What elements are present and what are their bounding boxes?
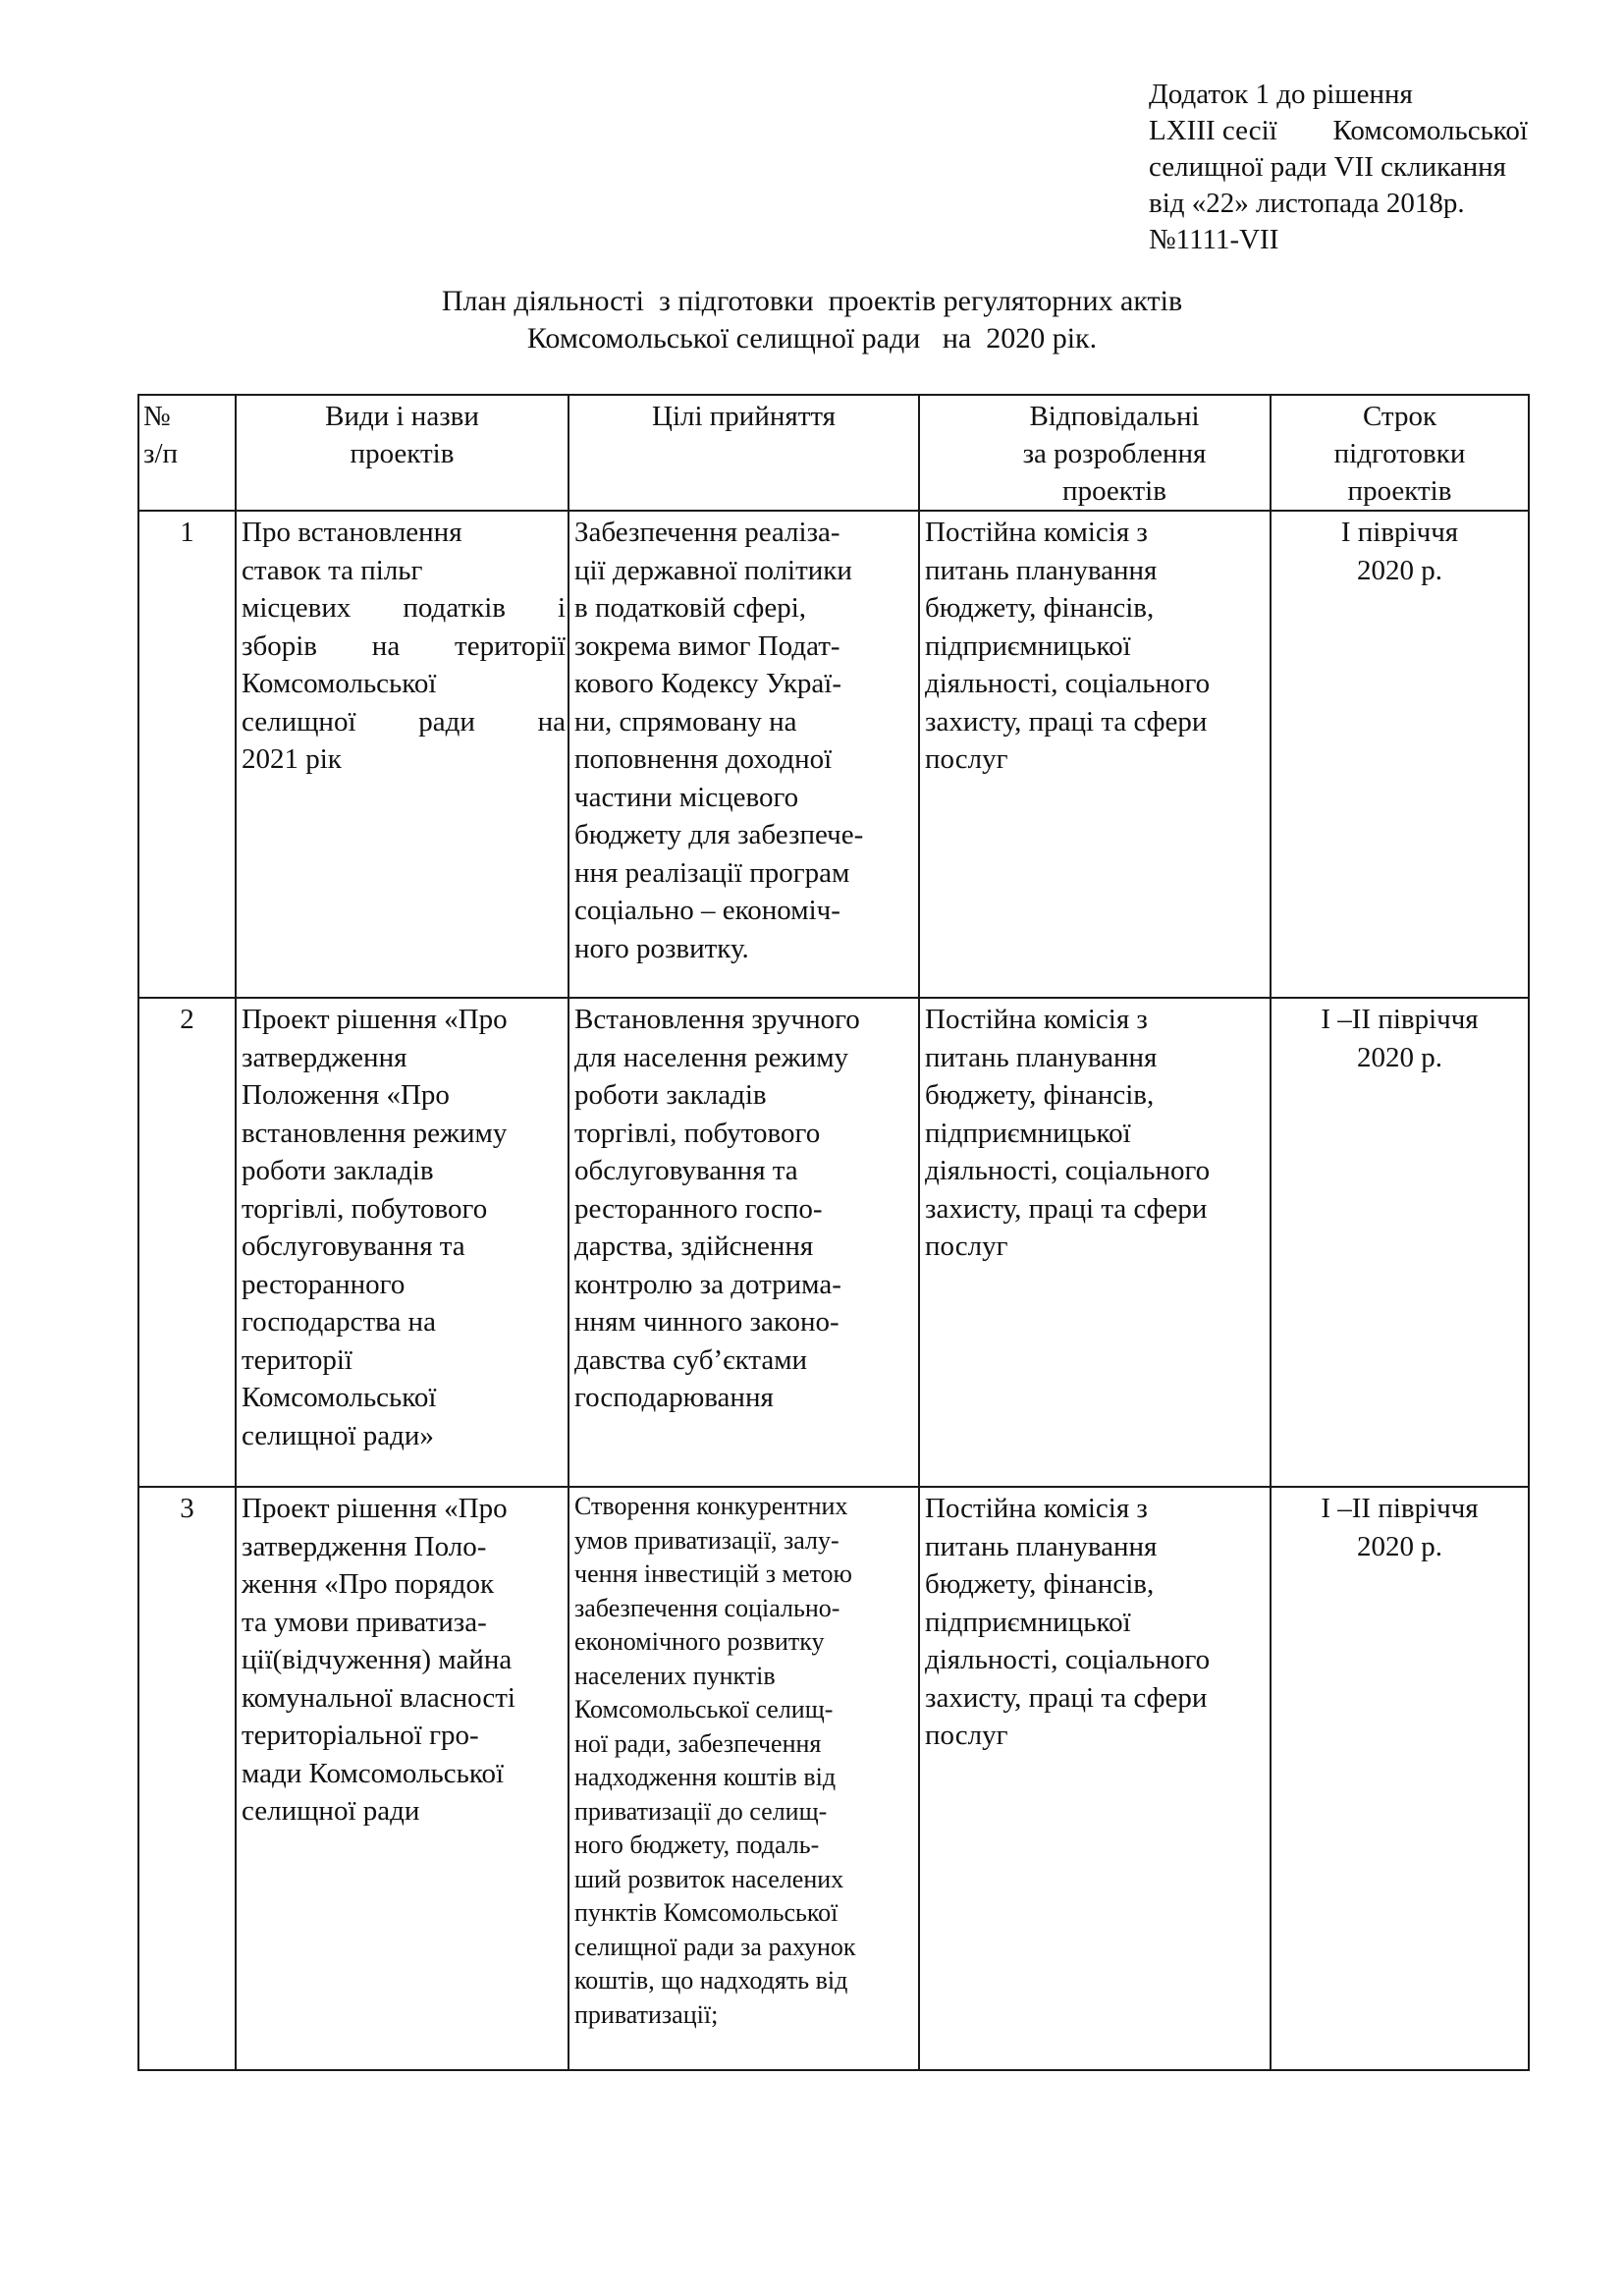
goal-cell-line: надходження коштів від: [574, 1763, 837, 1791]
goal-cell-line: Створення конкурентних: [574, 1492, 848, 1520]
project-name-cell-line: мади Комсомольської: [242, 1757, 505, 1789]
header-responsible: [919, 395, 1271, 511]
responsible-cell-line: послуг: [925, 1720, 1008, 1751]
table-row: [138, 511, 1529, 998]
goal-cell-line: в податковій сфері,: [574, 592, 807, 624]
responsible-cell-line: питань планування: [925, 554, 1158, 586]
responsible-cell-line: питань планування: [925, 1041, 1158, 1073]
project-name-cell-line: та умови приватиза-: [242, 1606, 487, 1638]
header-name-line: проектів: [350, 438, 455, 469]
goal-cell-line: ції державної політики: [574, 554, 852, 586]
goal-cell-line: ший розвиток населених: [574, 1864, 844, 1893]
goal-cell-line: ни, спрямовану на: [574, 705, 797, 738]
table-header-row: [138, 395, 1529, 511]
goal-cell-line: обслуговування та: [574, 1155, 798, 1186]
responsible-cell-line: бюджету, фінансів,: [925, 1568, 1155, 1600]
project-name-cell-line: роботи закладів: [242, 1155, 434, 1186]
goal-cell-line: приватизації;: [574, 1999, 719, 2029]
goal-cell-line: ної ради, забезпечення: [574, 1728, 822, 1758]
responsible-cell: [919, 1487, 1271, 2070]
responsible-cell-line: захисту, праці та сфери: [925, 1192, 1208, 1225]
term-cell: [1271, 511, 1529, 998]
header-term-line: підготовки: [1333, 438, 1466, 469]
header-term: [1271, 395, 1529, 511]
term-cell: [1271, 1487, 1529, 2070]
annex-line-2: [1149, 113, 1528, 149]
goal-cell-line: пунктів Комсомольської: [574, 1898, 839, 1927]
project-name-cell: [236, 998, 568, 1487]
goal-cell-line: дарства, здійснення: [574, 1230, 814, 1262]
header-term-line: проектів: [1347, 475, 1452, 507]
project-name-cell-line: території: [242, 1343, 352, 1376]
project-name-cell-line: Проект рішення «Про: [242, 1493, 508, 1524]
term-cell-line: І півріччя: [1340, 517, 1459, 548]
goal-cell-line: ного розвитку.: [574, 932, 749, 964]
header-term-line: Строк: [1362, 401, 1437, 432]
responsible-cell: [919, 511, 1271, 998]
row-number: 2: [138, 998, 236, 1487]
goal-cell: [568, 511, 919, 998]
goal-cell-line: давства суб’єктами: [574, 1343, 808, 1376]
responsible-cell-line: Постійна комісія з: [925, 1004, 1148, 1035]
project-name-cell-line: Проект рішення «Про: [242, 1004, 508, 1035]
goal-cell-line: умов приватизації, залу-: [574, 1525, 839, 1555]
responsible-cell-line: діяльності, соціального: [925, 1155, 1211, 1186]
goal-cell-line: приватизації до селищ-: [574, 1796, 828, 1826]
project-name-cell-line: Про встановлення: [242, 517, 462, 548]
goal-cell-line: кового Кодексу Украї-: [574, 668, 841, 699]
project-name-cell-line: селищної ради на: [242, 705, 566, 738]
header-number-line: з/п: [143, 438, 179, 469]
goal-cell-line: бюджету для забезпече-: [574, 819, 864, 850]
goal-cell-line: господарювання: [574, 1382, 774, 1413]
project-name-cell-line: затвердження Поло-: [242, 1530, 487, 1562]
header-number-line: №: [143, 401, 171, 432]
term-cell-line: 2020 р.: [1357, 1530, 1442, 1562]
responsible-cell-line: питань планування: [925, 1530, 1158, 1562]
goal-cell-line: для населення режиму: [574, 1041, 849, 1073]
goal-cell-line: контролю за дотрима-: [574, 1268, 841, 1300]
responsible-cell-line: бюджету, фінансів,: [925, 592, 1155, 624]
goal-cell-line: поповнення доходної: [574, 743, 833, 775]
title-line-2: Комсомольської селищної ради на 2020 рік.: [526, 322, 1098, 355]
row-number: 1: [138, 511, 236, 998]
responsible-cell-line: підприємницької: [925, 629, 1131, 662]
term-cell-line: І –ІІ півріччя: [1321, 1004, 1479, 1035]
document-title: [0, 283, 1624, 357]
project-name-cell-line: торгівлі, побутового: [242, 1192, 488, 1225]
responsible-cell-line: підприємницької: [925, 1606, 1131, 1638]
goal-cell: [568, 1487, 919, 2070]
responsible-cell-line: послуг: [925, 1230, 1008, 1262]
project-name-cell-line: комунальної власності: [242, 1681, 515, 1714]
goal-cell-line: Комсомольської селищ-: [574, 1695, 834, 1723]
project-name-cell-line: затвердження: [242, 1041, 407, 1073]
header-goal: [568, 395, 919, 511]
goal-cell-line: коштів, що надходять від: [574, 1966, 848, 1995]
goal-cell-line: ння реалізації програм: [574, 856, 850, 889]
project-name-cell-line: господарства на: [242, 1306, 436, 1338]
term-cell-line: І –ІІ півріччя: [1321, 1493, 1479, 1524]
project-name-cell-line: зборів на території: [242, 629, 566, 662]
responsible-cell-line: підприємницької: [925, 1117, 1131, 1149]
annex-line-2-council: Комсомольської: [1332, 115, 1528, 146]
responsible-cell-line: послуг: [925, 743, 1008, 775]
annex-line-2-session: LXIII сесії: [1149, 115, 1277, 146]
term-cell: [1271, 998, 1529, 1487]
annex-line-1: Додаток 1 до рішення: [1149, 79, 1413, 110]
project-name-cell-line: селищної ради: [242, 1795, 420, 1827]
project-name-cell-line: селищної ради»: [242, 1419, 434, 1451]
title-line-1: План діяльності з підготовки проектів регуляторних актів: [441, 285, 1183, 317]
goal-cell-line: економічного розвитку: [574, 1627, 825, 1656]
responsible-cell-line: діяльності, соціального: [925, 668, 1211, 699]
goal-cell-line: зокрема вимог Подат-: [574, 629, 840, 662]
project-name-cell-line: місцевих податків і: [242, 592, 566, 624]
goal-cell-line: чення інвестицій з метою: [574, 1559, 852, 1588]
annex-line-5: №1111-VII: [1149, 224, 1279, 255]
goal-cell-line: роботи закладів: [574, 1079, 767, 1111]
responsible-cell: [919, 998, 1271, 1487]
responsible-cell-line: діяльності, соціального: [925, 1644, 1211, 1675]
project-name-cell-line: Комсомольської: [242, 1382, 437, 1413]
project-name-cell-line: ресторанного: [242, 1268, 406, 1300]
header-number: [138, 395, 236, 511]
project-name-cell-line: ження «Про порядок: [242, 1568, 495, 1600]
table-row: [138, 998, 1529, 1487]
project-name-cell-line: Комсомольської: [242, 668, 437, 699]
project-name-cell-line: 2021 рік: [242, 743, 342, 775]
project-name-cell-line: ції(відчуження) майна: [242, 1644, 513, 1675]
goal-cell-line: соціально – економіч-: [574, 895, 840, 926]
term-cell-line: 2020 р.: [1357, 554, 1442, 586]
goal-cell-line: селищної ради за рахунок: [574, 1932, 856, 1961]
goal-cell-line: ного бюджету, подаль-: [574, 1831, 820, 1859]
goal-cell-line: Забезпечення реаліза-: [574, 517, 840, 548]
project-name-cell-line: встановлення режиму: [242, 1117, 508, 1149]
header-resp-line: проектів: [1062, 475, 1166, 507]
table-row: [138, 1487, 1529, 2070]
annex-line-4: від «22» листопада 2018р.: [1149, 188, 1465, 219]
goal-cell-line: забезпечення соціально-: [574, 1593, 840, 1622]
header-resp-line: за розроблення: [1022, 438, 1207, 469]
project-name-cell-line: ставок та пільг: [242, 554, 423, 586]
responsible-cell-line: захисту, праці та сфери: [925, 705, 1208, 738]
responsible-cell-line: захисту, праці та сфери: [925, 1681, 1208, 1714]
project-name-cell-line: Положення «Про: [242, 1079, 450, 1111]
goal-cell-line: частини місцевого: [574, 781, 799, 813]
project-name-cell: [236, 1487, 568, 2070]
project-name-cell-line: територіальної гро-: [242, 1720, 479, 1751]
project-name-cell: [236, 511, 568, 998]
header-project-name: [236, 395, 568, 511]
responsible-cell-line: бюджету, фінансів,: [925, 1079, 1155, 1111]
project-name-cell-line: обслуговування та: [242, 1230, 465, 1262]
header-goal-line: Цілі прийняття: [652, 401, 836, 432]
goal-cell-line: нням чинного законо-: [574, 1306, 839, 1338]
row-number: 3: [138, 1487, 236, 2070]
plan-table: [137, 394, 1530, 2071]
annex-block: [1149, 77, 1591, 258]
annex-line-3: селищної ради VII скликання: [1149, 151, 1507, 183]
goal-cell: [568, 998, 919, 1487]
term-cell-line: 2020 р.: [1357, 1041, 1442, 1073]
goal-cell-line: ресторанного госпо-: [574, 1192, 823, 1225]
header-name-line: Види і назви: [325, 401, 479, 432]
goal-cell-line: Встановлення зручного: [574, 1004, 860, 1035]
responsible-cell-line: Постійна комісія з: [925, 517, 1148, 548]
header-resp-line: Відповідальні: [1029, 401, 1200, 432]
responsible-cell-line: Постійна комісія з: [925, 1493, 1148, 1524]
goal-cell-line: торгівлі, побутового: [574, 1117, 821, 1149]
goal-cell-line: населених пунктів: [574, 1661, 776, 1690]
